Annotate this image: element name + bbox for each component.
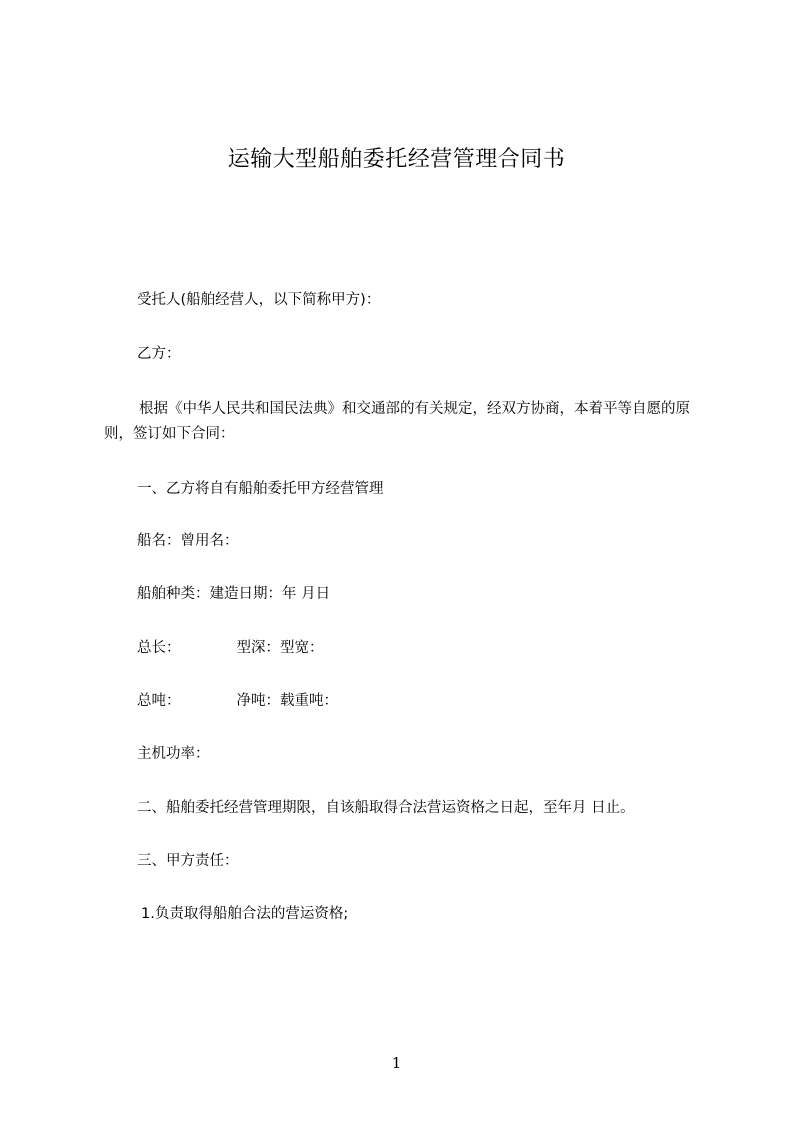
item-1-line: 1.负责取得船舶合法的营运资格; [141,906,349,922]
preamble-paragraph: 根据《中华人民共和国民法典》和交通部的有关规定，经双方协商，本着平等自愿的原则，签订如下合同： [104,401,690,442]
ship-name-line: 船名：曾用名： [137,533,239,549]
section-1-heading: 一、乙方将自有船舶委托甲方经营管理 [137,481,384,497]
section-2-heading: 二、船舶委托经营管理期限，自该船取得合法营运资格之日起，至年月 日止。 [137,800,635,816]
net-deadweight-label: 净吨：载重吨： [236,693,338,709]
gross-tonnage-label: 总吨： [137,693,181,709]
trustee-line: 受托人(船舶经营人，以下简称甲方)： [137,292,381,308]
party-b-line: 乙方： [137,346,181,362]
document-title: 运输大型船舶委托经营管理合同书 [227,147,566,172]
page-number: 1 [391,1054,402,1072]
tonnage-line [137,690,338,713]
depth-width-label: 型深：型宽： [236,640,324,656]
ship-type-line: 船舶种类：建造日期：年 月日 [137,586,331,602]
engine-power-line: 主机功率： [137,746,210,762]
section-3-heading: 三、甲方责任： [137,853,239,869]
length-label: 总长： [137,640,181,656]
dimensions-line [137,637,324,660]
